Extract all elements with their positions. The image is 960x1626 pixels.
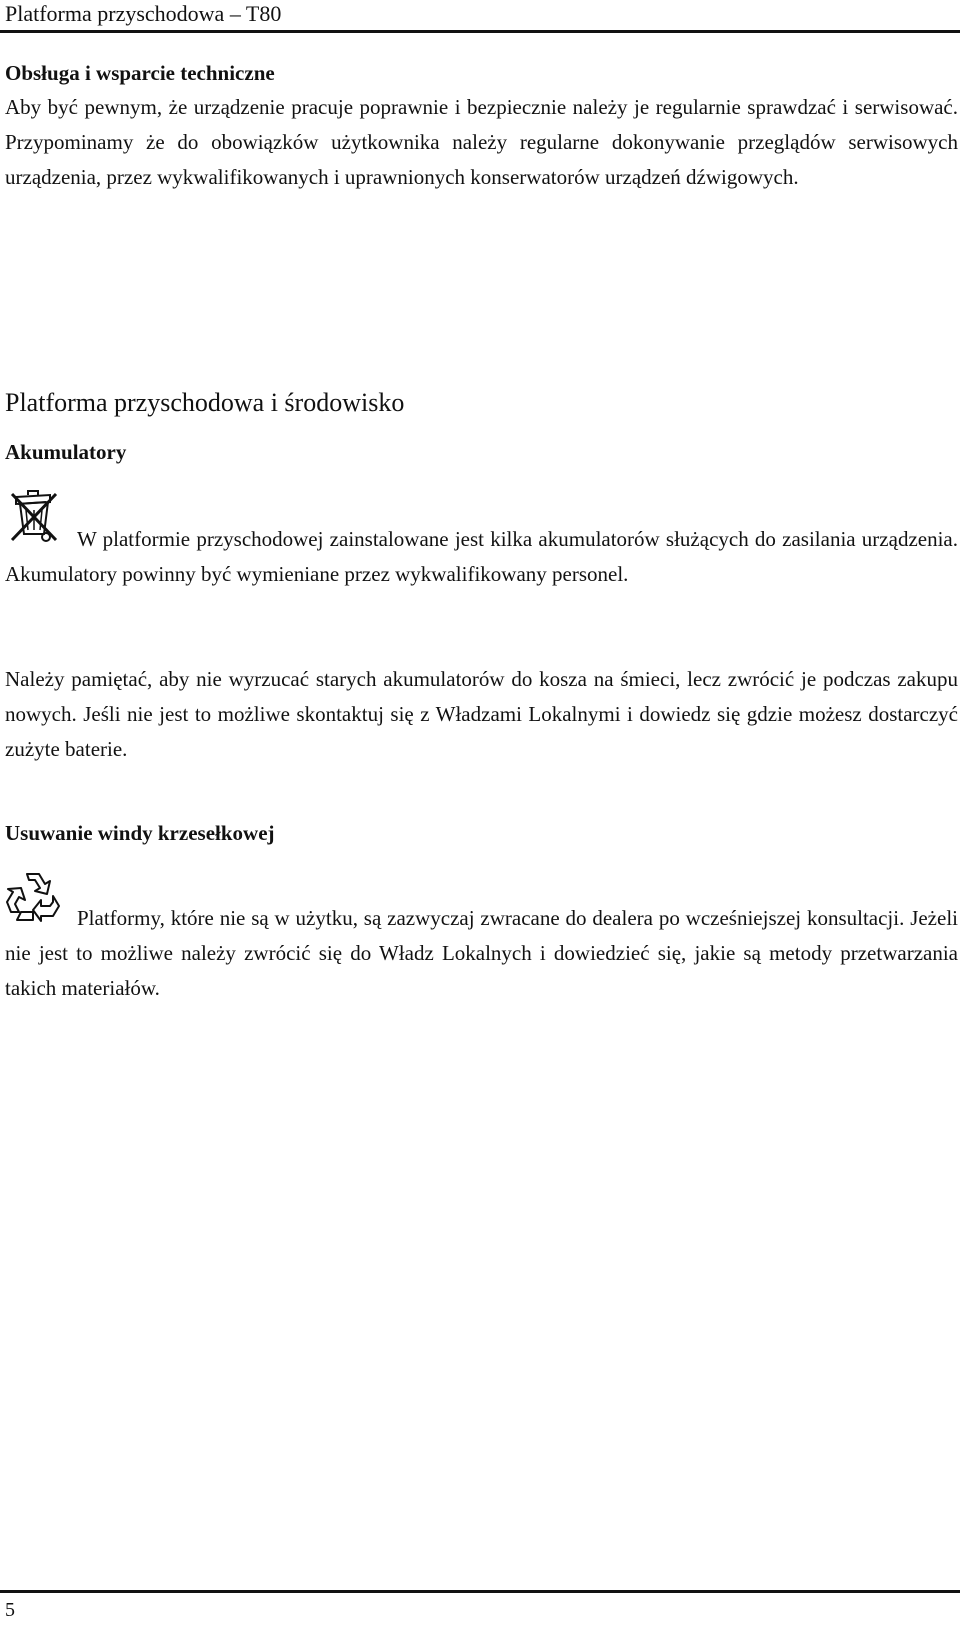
- page-number: 5: [5, 1599, 15, 1621]
- footer-divider: [0, 1590, 960, 1593]
- environment-section-title: Platforma przyschodowa i środowisko: [5, 388, 405, 417]
- removal-heading: Usuwanie windy krzesełkowej: [5, 821, 275, 845]
- header-divider: [0, 30, 960, 33]
- batteries-paragraph-2: Należy pamiętać, aby nie wyrzucać starych akumulatorów do kosza na śmieci, lecz zwrócić je podczas zakupu nowych. Jeśli nie jest to możliwe skontaktuj się z Władzami Lokalnymi i dowiedz się gdzie możesz dostarczyć zużyte baterie.: [5, 667, 958, 761]
- batteries-heading: Akumulatory: [5, 440, 127, 464]
- batteries-paragraph-1-line1: [5, 522, 958, 592]
- page-header-title: Platforma przyschodowa – T80: [5, 1, 282, 26]
- removal-paragraph: Platformy, które nie są w użytku, są zazwyczaj zwracane do dealera po wcześniejszej konsultacji. Jeżeli nie jest to możliwe należy zwrócić się do Władz Lokalnych i dowiedzieć się, jakie są metody przetwarzania takich materiałów.: [5, 906, 958, 1000]
- batteries-paragraph-1: W platformie przyschodowej zainstalowane jest kilka akumulatorów służących do zasilania urządzenia. Akumulatory powinny być wymieniane przez wykwalifikowany personel.: [5, 527, 958, 586]
- service-paragraph: Aby być pewnym, że urządzenie pracuje poprawnie i bezpiecznie należy je regularnie sprawdzać i serwisować. Przypominamy że do obowiązków użytkownika należy regularne dokonywanie przeglądów serwisowych urządzenia, przez wykwalifikowanych i uprawnionych konserwatorów urządzeń dźwigowych.: [5, 95, 958, 189]
- service-heading: Obsługa i wsparcie techniczne: [5, 61, 275, 85]
- removal-paragraph-wrapper: [5, 901, 958, 1006]
